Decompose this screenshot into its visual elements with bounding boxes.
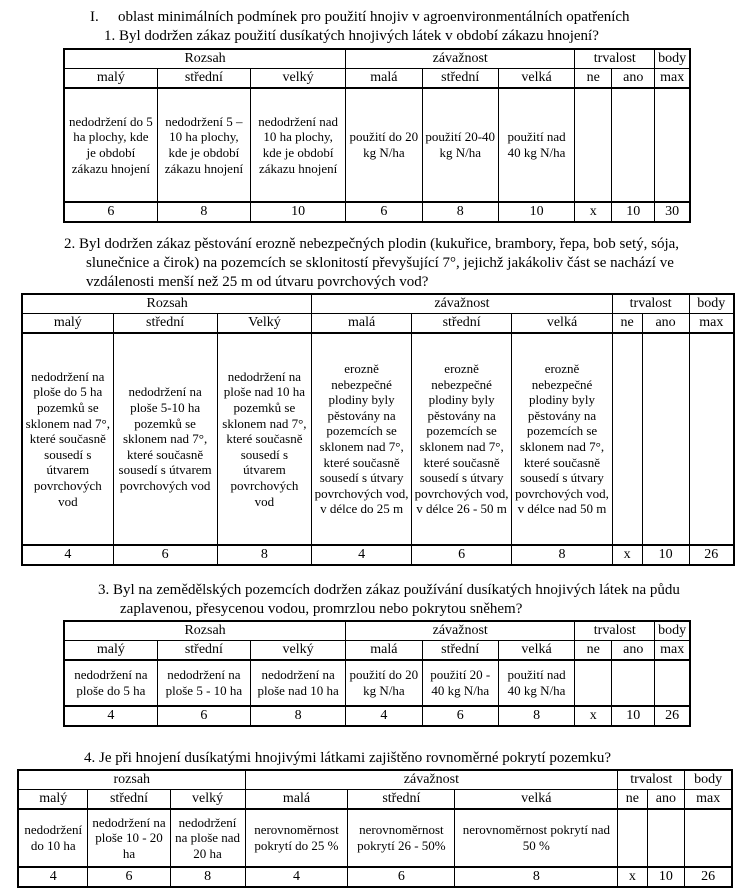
empty-cell bbox=[575, 660, 612, 706]
question-4-text: Je při hnojení dusíkatými hnojivými látkami zajištěno rovnoměrné pokrytí pozemku? bbox=[99, 750, 611, 766]
subheader-velka: velká bbox=[498, 69, 574, 89]
subheader-ne: ne bbox=[618, 790, 647, 810]
question-4-number: 4. bbox=[84, 750, 96, 766]
subheader-ano: ano bbox=[642, 314, 689, 334]
group-header-row bbox=[64, 49, 690, 69]
description-cell: použití nad 40 kg N/ha bbox=[498, 88, 574, 202]
points-cell: 6 bbox=[346, 202, 422, 222]
points-row bbox=[22, 545, 734, 565]
points-row bbox=[64, 202, 690, 222]
group-header-rozsah: Rozsah bbox=[22, 294, 312, 314]
points-cell: 6 bbox=[64, 202, 157, 222]
points-cell: 6 bbox=[88, 867, 170, 887]
subheader-maly: malý bbox=[22, 314, 113, 334]
points-cell: 10 bbox=[642, 545, 689, 565]
subheader-velky: velký bbox=[251, 69, 346, 89]
description-cell: erozně nebezpečné plodiny byly pěstovány na pozemcích se sklonem nad 7°, které současně sousedí s útvary povrchových vod, v délce do 25 m bbox=[312, 333, 412, 545]
points-cell: 6 bbox=[411, 545, 511, 565]
description-row bbox=[64, 88, 690, 202]
subheader-max: max bbox=[655, 69, 690, 89]
section-number: I. bbox=[90, 9, 99, 25]
question-1 bbox=[104, 27, 754, 46]
group-header-zavaznost: závažnost bbox=[245, 770, 618, 790]
group-header-zavaznost: závažnost bbox=[346, 49, 575, 69]
description-cell: nedodržení na ploše 5 - 10 ha bbox=[157, 660, 250, 706]
points-cell: 30 bbox=[655, 202, 690, 222]
description-cell: nedodržení na ploše nad 10 ha pozemků se sklonem nad 7°, které současně sousedí s útvarem povrchových vod bbox=[217, 333, 312, 545]
subheader-stredni-2: střední bbox=[348, 790, 455, 810]
points-cell: 26 bbox=[689, 545, 734, 565]
section-title: oblast minimálních podmínek pro použití hnojiv v agroenvironmentálních opatřeních bbox=[118, 9, 630, 25]
points-cell: 6 bbox=[157, 706, 250, 726]
question-1-text: Byl dodržen zákaz použití dusíkatých hnojivých látek v období zákazu hnojení? bbox=[119, 28, 599, 44]
empty-cell bbox=[655, 88, 690, 202]
empty-cell bbox=[685, 809, 732, 867]
group-header-trvalost: trvalost bbox=[618, 770, 685, 790]
group-header-rozsah: rozsah bbox=[18, 770, 245, 790]
empty-cell bbox=[612, 333, 642, 545]
empty-cell bbox=[618, 809, 647, 867]
subheader-ano: ano bbox=[647, 790, 685, 810]
question-3 bbox=[98, 581, 728, 619]
points-cell: 10 bbox=[498, 202, 574, 222]
points-cell: 26 bbox=[655, 706, 690, 726]
subheader-mala: malá bbox=[346, 641, 422, 661]
points-cell: x bbox=[575, 706, 612, 726]
question-3-number: 3. bbox=[98, 582, 110, 598]
subheader-velka: velká bbox=[498, 641, 574, 661]
points-cell: 4 bbox=[64, 706, 157, 726]
points-cell: 8 bbox=[217, 545, 312, 565]
subheader-row bbox=[64, 641, 690, 661]
points-cell: 10 bbox=[612, 202, 655, 222]
subheader-max: max bbox=[689, 314, 734, 334]
group-header-row bbox=[64, 621, 690, 641]
subheader-velky: velký bbox=[251, 641, 346, 661]
points-cell: 8 bbox=[455, 867, 618, 887]
points-cell: 8 bbox=[422, 202, 498, 222]
group-header-body: body bbox=[689, 294, 734, 314]
description-cell: nedodržení na ploše 10 - 20 ha bbox=[88, 809, 170, 867]
description-cell: použití 20 - 40 kg N/ha bbox=[422, 660, 498, 706]
subheader-maly: malý bbox=[18, 790, 88, 810]
empty-cell bbox=[642, 333, 689, 545]
description-cell: nerovnoměrnost pokrytí do 25 % bbox=[245, 809, 348, 867]
description-cell: nedodržení na ploše do 5 ha pozemků se sklonem nad 7°, které současně sousedí s útvarem povrchových vod bbox=[22, 333, 113, 545]
description-cell: použití do 20 kg N/ha bbox=[346, 88, 422, 202]
group-header-zavaznost: závažnost bbox=[346, 621, 575, 641]
group-header-rozsah: Rozsah bbox=[64, 621, 346, 641]
points-cell: 4 bbox=[22, 545, 113, 565]
group-header-body: body bbox=[655, 49, 690, 69]
subheader-mala: malá bbox=[312, 314, 412, 334]
question-3-table bbox=[63, 620, 691, 727]
empty-cell bbox=[612, 660, 655, 706]
subheader-stredni: střední bbox=[88, 790, 170, 810]
points-cell: 8 bbox=[251, 706, 346, 726]
subheader-mala: malá bbox=[245, 790, 348, 810]
subheader-velky: Velký bbox=[217, 314, 312, 334]
description-cell: erozně nebezpečné plodiny byly pěstovány na pozemcích se sklonem nad 7°, které současně sousedí s útvary povrchových vod, v délce nad 50 m bbox=[512, 333, 612, 545]
subheader-stredni-2: střední bbox=[422, 69, 498, 89]
question-2-table bbox=[21, 293, 735, 566]
points-cell: 4 bbox=[346, 706, 422, 726]
points-cell: 8 bbox=[498, 706, 574, 726]
subheader-maly: malý bbox=[64, 641, 157, 661]
subheader-stredni-2: střední bbox=[411, 314, 511, 334]
group-header-rozsah: Rozsah bbox=[64, 49, 346, 69]
group-header-trvalost: trvalost bbox=[612, 294, 689, 314]
description-cell: nerovnoměrnost pokrytí nad 50 % bbox=[455, 809, 618, 867]
description-row bbox=[64, 660, 690, 706]
description-cell: nedodržení do 5 ha plochy, kde je období zákazu hnojení bbox=[64, 88, 157, 202]
subheader-maly: malý bbox=[64, 69, 157, 89]
subheader-velka: velká bbox=[455, 790, 618, 810]
question-2 bbox=[64, 235, 700, 292]
points-cell: 10 bbox=[251, 202, 346, 222]
subheader-row bbox=[22, 314, 734, 334]
description-cell: použití 20-40 kg N/ha bbox=[422, 88, 498, 202]
description-cell: použití do 20 kg N/ha bbox=[346, 660, 422, 706]
subheader-stredni: střední bbox=[157, 641, 250, 661]
points-row bbox=[64, 706, 690, 726]
points-cell: x bbox=[575, 202, 612, 222]
group-header-trvalost: trvalost bbox=[575, 49, 655, 69]
description-cell: nedodržení na ploše do 5 ha bbox=[64, 660, 157, 706]
question-4-table bbox=[17, 769, 733, 888]
group-header-row bbox=[22, 294, 734, 314]
question-2-number: 2. bbox=[64, 236, 76, 252]
points-cell: 6 bbox=[113, 545, 217, 565]
points-cell: 4 bbox=[312, 545, 412, 565]
subheader-max: max bbox=[655, 641, 690, 661]
question-1-table bbox=[63, 48, 691, 223]
description-cell: nedodržení na ploše 5-10 ha pozemků se sklonem nad 7°, které současně sousedí s útvarem povrchových vod bbox=[113, 333, 217, 545]
subheader-max: max bbox=[685, 790, 732, 810]
points-cell: 8 bbox=[157, 202, 250, 222]
group-header-zavaznost: závažnost bbox=[312, 294, 612, 314]
question-1-number: 1. bbox=[104, 28, 116, 44]
points-cell: 10 bbox=[647, 867, 685, 887]
description-cell: nedodržení na ploše nad 10 ha bbox=[251, 660, 346, 706]
points-cell: 8 bbox=[170, 867, 245, 887]
subheader-ano: ano bbox=[612, 69, 655, 89]
description-cell: nedodržení nad 10 ha plochy, kde je období zákazu hnojení bbox=[251, 88, 346, 202]
section-heading bbox=[90, 8, 754, 27]
subheader-velky: velký bbox=[170, 790, 245, 810]
empty-cell bbox=[612, 88, 655, 202]
description-cell: erozně nebezpečné plodiny byly pěstovány na pozemcích se sklonem nad 7°, které současně sousedí s útvary povrchových vod, v délce 26 - 50 m bbox=[411, 333, 511, 545]
description-row bbox=[18, 809, 732, 867]
points-cell: 6 bbox=[422, 706, 498, 726]
subheader-stredni: střední bbox=[113, 314, 217, 334]
group-header-body: body bbox=[655, 621, 690, 641]
description-cell: nedodržení do 10 ha bbox=[18, 809, 88, 867]
description-cell: nerovnoměrnost pokrytí 26 - 50% bbox=[348, 809, 455, 867]
empty-cell bbox=[655, 660, 690, 706]
question-3-text: Byl na zemědělských pozemcích dodržen zákaz používání dusíkatých hnojivých látek na půdu zaplavenou, přesycenou vodou, promrzlou nebo pokrytou sněhem? bbox=[113, 582, 680, 617]
group-header-row bbox=[18, 770, 732, 790]
question-4 bbox=[84, 749, 754, 768]
points-cell: 8 bbox=[512, 545, 612, 565]
empty-cell bbox=[689, 333, 734, 545]
subheader-stredni-2: střední bbox=[422, 641, 498, 661]
question-2-text: Byl dodržen zákaz pěstování erozně nebezpečných plodin (kukuřice, brambory, řepa, bob setý, sója, slunečnice a čirok) na pozemcích se sklonitostí převyšující 7°, jejichž jakákoliv část se nachází ve vzdálenosti menší než 25 m od útvaru povrchových vod? bbox=[79, 236, 680, 290]
points-cell: 10 bbox=[612, 706, 655, 726]
empty-cell bbox=[575, 88, 612, 202]
points-cell: x bbox=[612, 545, 642, 565]
description-cell: nedodržení 5 – 10 ha plochy, kde je období zákazu hnojení bbox=[157, 88, 250, 202]
subheader-mala: malá bbox=[346, 69, 422, 89]
points-cell: 26 bbox=[685, 867, 732, 887]
subheader-ne: ne bbox=[575, 641, 612, 661]
description-row bbox=[22, 333, 734, 545]
points-cell: 6 bbox=[348, 867, 455, 887]
group-header-body: body bbox=[685, 770, 732, 790]
subheader-row bbox=[64, 69, 690, 89]
subheader-ne: ne bbox=[575, 69, 612, 89]
points-cell: 4 bbox=[18, 867, 88, 887]
points-cell: 4 bbox=[245, 867, 348, 887]
empty-cell bbox=[647, 809, 685, 867]
subheader-row bbox=[18, 790, 732, 810]
points-cell: x bbox=[618, 867, 647, 887]
description-cell: použití nad 40 kg N/ha bbox=[498, 660, 574, 706]
group-header-trvalost: trvalost bbox=[575, 621, 655, 641]
subheader-ne: ne bbox=[612, 314, 642, 334]
subheader-stredni: střední bbox=[157, 69, 250, 89]
points-row bbox=[18, 867, 732, 887]
subheader-velka: velká bbox=[512, 314, 612, 334]
description-cell: nedodržení na ploše nad 20 ha bbox=[170, 809, 245, 867]
subheader-ano: ano bbox=[612, 641, 655, 661]
